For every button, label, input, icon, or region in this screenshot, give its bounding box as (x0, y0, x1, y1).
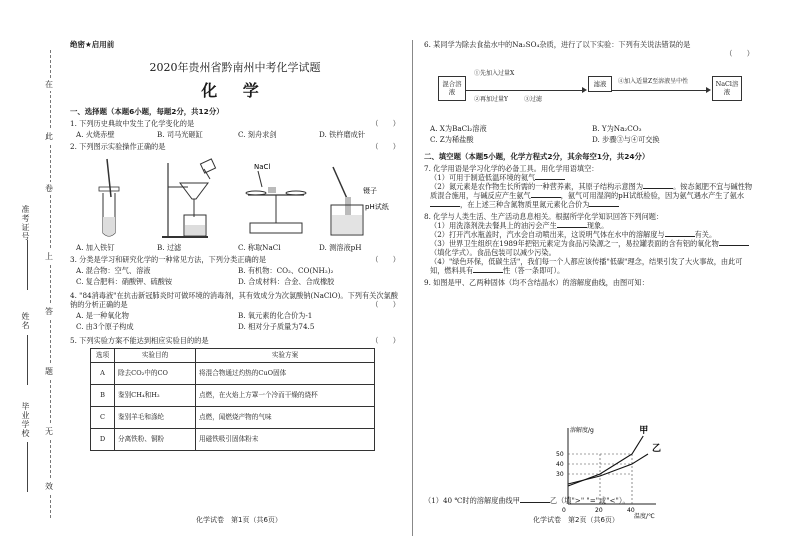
option: A. 混合物：空气、溶液 (76, 266, 151, 276)
flow-arrow (466, 90, 584, 91)
secret-mark: 绝密★启用前 (70, 40, 115, 49)
sub-question: （3）世界卫生组织在1989年把铝元素定为食品污染源之一，易拉罐表面的含有铝的氧化物 (430, 239, 719, 249)
balance-figure (240, 157, 312, 241)
option: C. 由3个原子构成 (76, 322, 134, 332)
page-footer: 化学试卷 第1页（共6页） (196, 516, 282, 524)
option: D. 合成材料：合金、合成橡胶 (238, 277, 335, 287)
column-header: 实验目的 (115, 349, 196, 362)
y-tick-label: 40 (556, 461, 564, 468)
question-2 (70, 142, 400, 252)
question-stem: 2. 下列图示实验操作正确的是 (70, 142, 166, 152)
answer-paren: （ ） (725, 49, 754, 58)
table-cell: 点燃，闻燃烧产物的气味 (196, 406, 375, 428)
option: C. 称取NaCl (238, 243, 281, 253)
table-cell: 分离铁粉、铜粉 (115, 428, 196, 450)
flow-arrow-head (706, 87, 711, 93)
flow-step-2: ②再加过量Y (474, 96, 508, 103)
answer-blank (719, 239, 749, 246)
add-nail-figure (75, 157, 147, 241)
question-stem: 9. 如图是甲、乙两种固体（均不含结晶水）的溶解度曲线，由图可知： (424, 278, 649, 288)
answer-blank (589, 200, 619, 207)
sub-question: 有关。 (694, 230, 717, 240)
ph-test-figure (323, 157, 395, 241)
exam-number-line (27, 240, 28, 290)
seal-char: 上 (45, 252, 53, 261)
question-stem: 6. 某同学为除去食盐水中的Na₂SO₄杂质，进行了以下实验：下列有关说法错误的是 (424, 40, 691, 49)
answer-blank (430, 200, 460, 207)
sub-question: （2）氮元素是农作物生长所需的一种营养素，其原子结构示意图为 (430, 182, 644, 192)
name-line (27, 335, 28, 385)
school-label: 毕业学校 (21, 402, 30, 438)
question-6 (424, 40, 754, 146)
x-axis-label: 温度/℃ (634, 513, 655, 520)
answer-paren: （ ） (371, 119, 400, 129)
tweezers-label: 镊子 (362, 187, 377, 196)
flow-arrow-head (582, 87, 587, 93)
chart-marks (568, 425, 661, 486)
sub-question: （1）40 ℃时的溶解度曲线甲 (424, 496, 520, 505)
table-row (91, 406, 375, 428)
question-5 (70, 336, 400, 450)
seal-line (50, 50, 51, 518)
seal-char: 答 (45, 307, 53, 316)
page-divider (412, 40, 413, 536)
page-footer: 化学试卷 第2页（共6页） (533, 516, 619, 524)
question-stem: 1. 下列历史典故中发生了化学变化的是 (70, 119, 195, 129)
question-7 (424, 164, 754, 209)
seal-char: 卷 (45, 184, 53, 193)
nacl-label: NaCl (254, 163, 271, 172)
answer-paren: （ ） (371, 142, 400, 152)
flow-box-filtrate: 滤液 (588, 76, 612, 92)
flow-step-4: ④加入适量Z至溶液呈中性 (618, 78, 689, 85)
sub-question: ，氨气可用湿润的pH试纸检验，因为氨气遇水产生了氨水 (560, 191, 745, 201)
y-tick-label: 50 (556, 451, 564, 458)
subject-title: 化 学 (201, 81, 269, 101)
table-cell: B (91, 384, 115, 406)
flow-step-3: ③过滤 (524, 96, 543, 103)
lab-figures (70, 155, 400, 241)
table-row (91, 428, 375, 450)
answer-blank (557, 221, 587, 228)
option: D. 相对分子质量为74.5 (238, 322, 315, 332)
column-header: 选项 (91, 349, 115, 362)
table-cell: 将混合物通过灼热的CuO固体 (196, 362, 375, 384)
answer-blank (531, 191, 561, 198)
seal-char: 题 (45, 367, 53, 376)
sub-question: 性（答一条即可）。 (503, 266, 565, 276)
table-cell: A (91, 362, 115, 384)
sub-question: （2）打开汽水瓶盖时，汽水会自动喷出来，这说明气体在水中的溶解度与 (430, 230, 665, 240)
page-one (70, 40, 400, 451)
seal-char: 无 (45, 427, 53, 436)
question-stem: 7. 化学用语是学习化学的必备工具。用化学用语填空： (424, 164, 599, 174)
option: A. 火烧赤壁 (76, 130, 115, 140)
question-stem: 3. 分类是学习和研究化学的一种常见方法，下列分类正确的是 (70, 255, 267, 265)
sub-question: （填化学式）。食品包装可以减少污染。 (430, 248, 556, 258)
sub-question: （1）用洗涤剂洗去餐具上的油污会产生 (430, 221, 557, 231)
table-cell: 用磁铁吸引固体粉末 (196, 428, 375, 450)
option: D. 步骤③与④可交换 (592, 135, 660, 144)
sub-question: 。铵态氮肥不宜与碱性物质混合施用，与碱反应产生氨气 (430, 182, 753, 201)
filtration-figure (158, 157, 230, 241)
option: C. 刻舟求剑 (238, 130, 277, 140)
section-heading: 二、填空题（本题5小题，化学方程式2分，其余每空1分，共24分） (424, 152, 650, 161)
name-label: 姓名 (21, 312, 30, 330)
option: B. 司马光砸缸 (157, 130, 203, 140)
answer-blank (643, 182, 673, 189)
option: C. Z为稀盐酸 (430, 135, 474, 144)
seal-char: 在 (45, 80, 53, 89)
question-9 (424, 278, 754, 287)
flow-arrow (612, 90, 708, 91)
series-label: 甲 (639, 426, 649, 436)
origin-label: 0 (562, 507, 566, 514)
sub-question: ，在上述三种含氮物质里氮元素化合价为 (460, 200, 590, 210)
y-tick-label: 30 (556, 471, 564, 478)
option: A. 是一种氧化物 (76, 311, 129, 321)
question-8 (424, 212, 754, 275)
option: A. 加入铁钉 (76, 243, 115, 253)
flow-box-mixture: 混合溶液 (438, 76, 466, 101)
option: C. 复合肥料：硝酸钾、硫酸铵 (76, 277, 173, 287)
table-cell: D (91, 428, 115, 450)
table-cell: 鉴别羊毛和涤纶 (115, 406, 196, 428)
question-stem: 4. "84消毒液"在抗击新冠肺炎时可做环境的消毒剂，其有效成分为次氯酸钠(NaClO)。下列有关次氯酸钠的分析正确的是 (70, 291, 398, 310)
seal-char: 此 (45, 132, 53, 141)
option: D. 测溶液pH (319, 243, 362, 253)
answer-paren: （ ） (371, 336, 400, 346)
binding-margin (0, 0, 66, 560)
ph-paper-label: pH试纸 (364, 203, 389, 212)
exam-title: 2020年贵州省黔南州中考化学试题 (149, 61, 321, 75)
school-line (27, 442, 28, 492)
sub-question: 乙（填">" "="或"<"）。 (549, 496, 630, 505)
question-1 (70, 119, 400, 139)
x-tick-label: 20 (595, 507, 603, 514)
answer-blank (520, 496, 550, 503)
table-cell: 点燃，在火焰上方罩一个冷而干燥的烧杯 (196, 384, 375, 406)
table-row (91, 362, 375, 384)
table-row (91, 384, 375, 406)
table-cell: C (91, 406, 115, 428)
answer-blank (535, 173, 565, 180)
section-heading: 一、选择题（本题6小题，每题2分，共12分） (70, 107, 224, 117)
option: A. X为BaCl₂溶液 (430, 124, 487, 133)
exam-number-label: 准考证号 (21, 205, 30, 241)
option: B. Y为Na₂CO₃ (592, 124, 642, 133)
question-9-sub-1 (424, 496, 630, 505)
option: B. 有机物：CO₂、CO(NH₂)₂ (238, 266, 334, 276)
x-tick-label: 40 (627, 507, 635, 514)
option: B. 氧元素的化合价为-1 (238, 311, 313, 321)
option: B. 过滤 (157, 243, 182, 253)
experiment-table (90, 348, 375, 450)
seal-char: 效 (45, 482, 53, 491)
process-flow (424, 62, 754, 122)
answer-paren: （ ） (371, 300, 400, 310)
series-label: 乙 (652, 444, 662, 454)
question-3 (70, 255, 400, 288)
sub-question: （4）"绿色环保，低碳生活"，我们每一个人都应该传播"低碳"理念，结果引发了大火事故，由此可知，燃料具有 (430, 257, 743, 276)
answer-blank (473, 266, 503, 273)
option: D. 铁杵磨成针 (319, 130, 366, 140)
table-cell: 除去CO₂中的CO (115, 362, 196, 384)
answer-blank (665, 230, 695, 237)
sub-question: （1）可用于制造低温环境的氦气 (430, 173, 536, 183)
sub-question: 现象。 (586, 221, 609, 231)
solubility-chart (544, 420, 674, 522)
table-cell: 鉴别CH₄和H₂ (115, 384, 196, 406)
question-stem: 8. 化学与人类生活、生产活动息息相关。根据所学化学知识回答下列问题： (424, 212, 664, 222)
flow-box-nacl: NaCl溶液 (712, 76, 742, 101)
question-stem: 5. 下列实验方案不能达到相应实验目的的是 (70, 336, 209, 346)
question-4 (70, 291, 400, 333)
answer-paren: （ ） (371, 255, 400, 265)
table-header-row (91, 349, 375, 362)
flow-step-1: ①先加入过量X (474, 70, 515, 77)
column-header: 实验方案 (196, 349, 375, 362)
y-axis-label: 溶解度/g (570, 427, 594, 434)
